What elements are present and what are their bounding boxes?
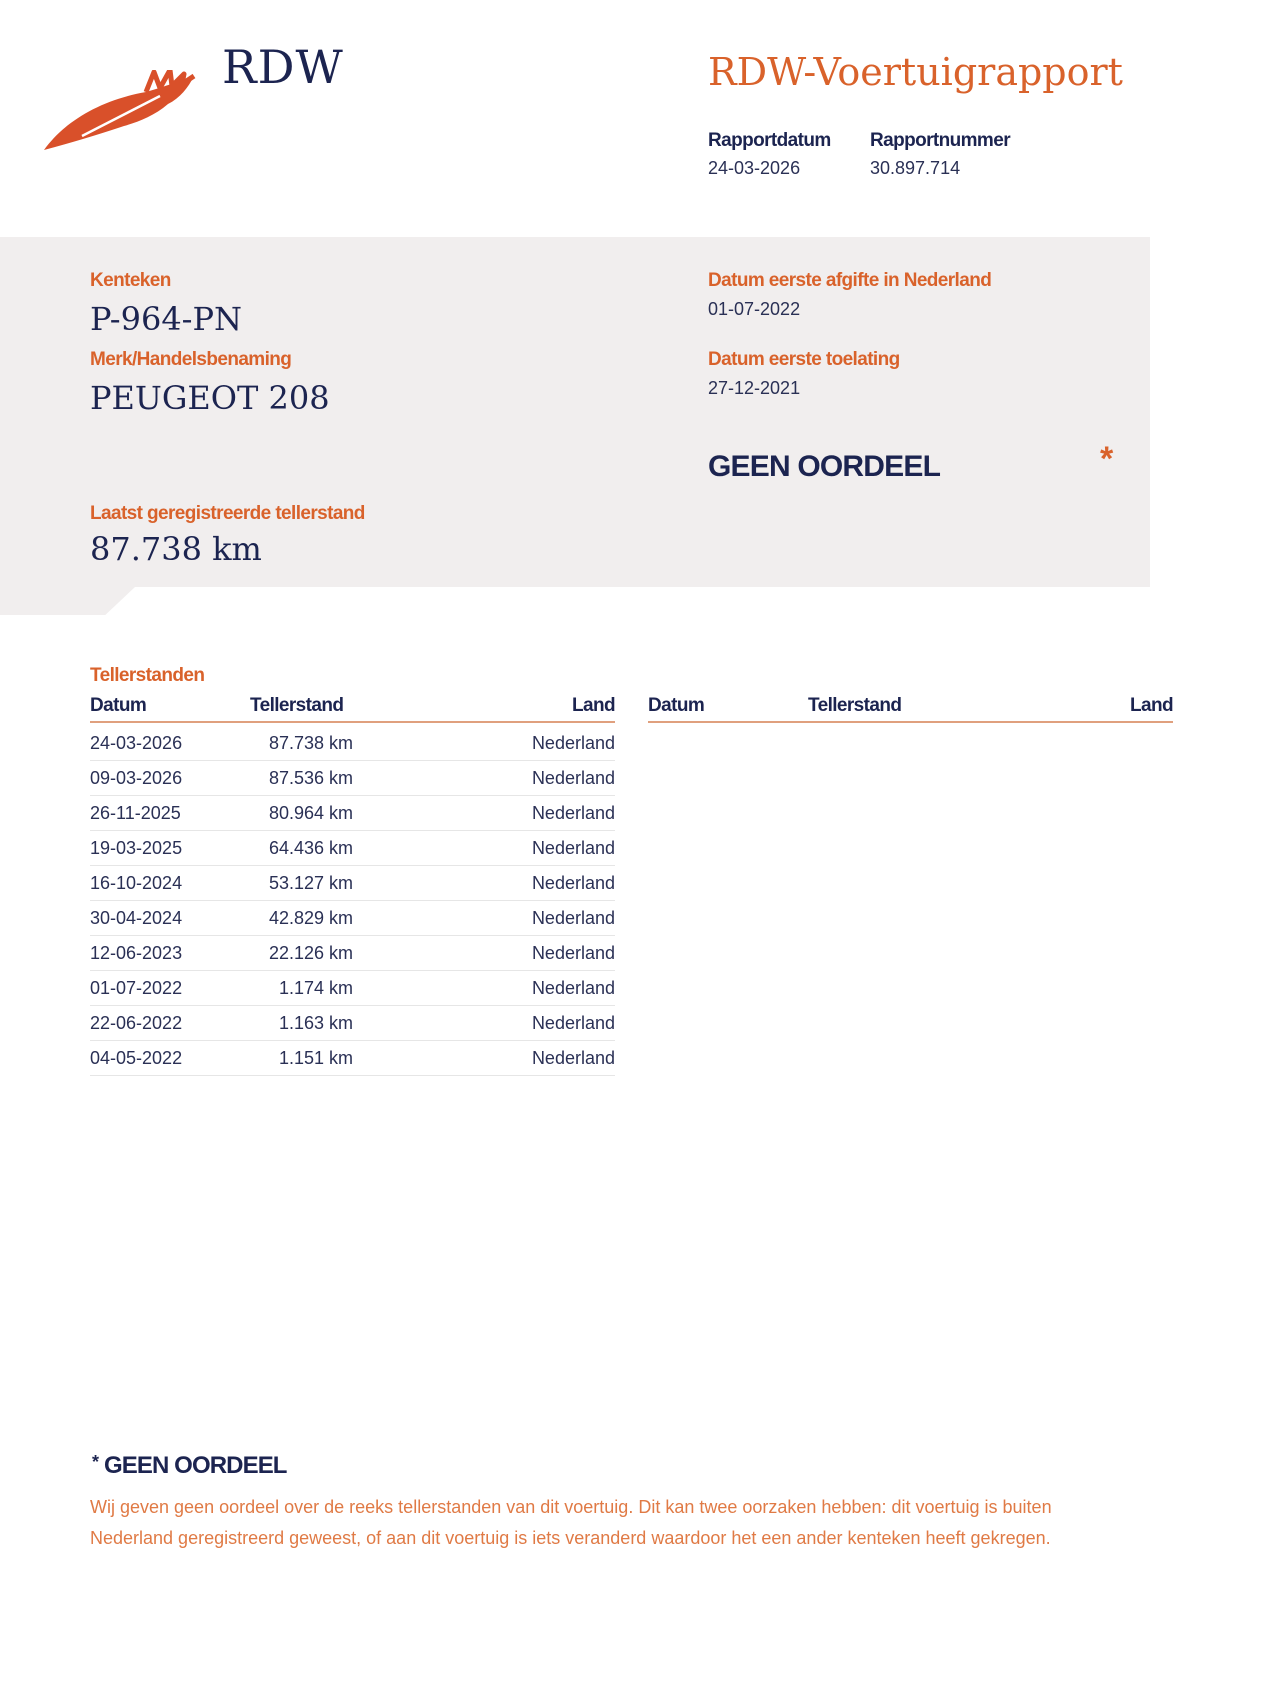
table-row xyxy=(90,761,615,796)
verdict-marker: * xyxy=(1100,440,1114,478)
table-header-left xyxy=(90,695,615,723)
cell-country: Nederland xyxy=(531,1013,615,1033)
odometer-label: Laatst geregistreerde tellerstand xyxy=(90,503,365,524)
column-header-odometer: Tellerstand xyxy=(250,695,344,716)
first-admission-value: 27-12-2021 xyxy=(708,378,801,398)
column-header-country: Land xyxy=(1130,695,1173,716)
table-row xyxy=(90,726,615,761)
cell-date: 26-11-2025 xyxy=(90,803,181,823)
cell-odometer: 1.174 km xyxy=(278,978,353,998)
cell-country: Nederland xyxy=(531,873,615,893)
table-row xyxy=(90,936,615,971)
first-registration-nl-label: Datum eerste afgifte in Nederland xyxy=(708,270,992,291)
report-date-value: 24-03-2026 xyxy=(708,158,801,178)
cell-country: Nederland xyxy=(531,803,615,823)
first-admission-label: Datum eerste toelating xyxy=(708,349,900,370)
rdw-feather-logo-icon xyxy=(42,70,202,155)
cell-odometer: 80.964 km xyxy=(268,803,353,823)
table-row xyxy=(90,971,615,1006)
readings-title: Tellerstanden xyxy=(90,665,205,686)
column-header-date: Datum xyxy=(90,695,147,716)
cell-odometer: 42.829 km xyxy=(268,908,353,928)
verdict: GEEN OORDEEL xyxy=(708,450,941,483)
plate-label: Kenteken xyxy=(90,270,171,291)
cell-date: 12-06-2023 xyxy=(90,943,183,963)
table-row xyxy=(90,796,615,831)
cell-date: 19-03-2025 xyxy=(90,838,183,858)
footnote-title: GEEN OORDEEL xyxy=(104,1452,287,1479)
cell-country: Nederland xyxy=(531,978,615,998)
report-date-label: Rapportdatum xyxy=(708,130,831,151)
odometer-value: 87.738 km xyxy=(90,530,262,568)
cell-country: Nederland xyxy=(531,838,615,858)
column-header-country: Land xyxy=(572,695,615,716)
plate-value: P-964-PN xyxy=(90,300,243,338)
column-header-odometer: Tellerstand xyxy=(808,695,902,716)
cell-country: Nederland xyxy=(531,733,615,753)
cell-country: Nederland xyxy=(531,943,615,963)
cell-odometer: 87.738 km xyxy=(268,733,353,753)
readings-table-body xyxy=(90,726,615,1076)
make-value: PEUGEOT 208 xyxy=(90,379,330,417)
table-row xyxy=(90,831,615,866)
cell-date: 16-10-2024 xyxy=(90,873,183,893)
summary-panel-tail xyxy=(0,587,135,615)
cell-date: 22-06-2022 xyxy=(90,1013,183,1033)
table-row xyxy=(90,901,615,936)
cell-date: 24-03-2026 xyxy=(90,733,183,753)
table-row xyxy=(90,1006,615,1041)
first-registration-nl-value: 01-07-2022 xyxy=(708,299,801,319)
cell-odometer: 64.436 km xyxy=(268,838,353,858)
cell-country: Nederland xyxy=(531,768,615,788)
footnote-marker: * xyxy=(92,1452,100,1472)
brand-name: RDW xyxy=(222,40,344,94)
cell-odometer: 1.163 km xyxy=(278,1013,353,1033)
column-header-date: Datum xyxy=(648,695,705,716)
report-number-value: 30.897.714 xyxy=(870,158,961,178)
cell-date: 04-05-2022 xyxy=(90,1048,183,1068)
report-title: RDW-Voertuigrapport xyxy=(708,50,1123,94)
cell-date: 09-03-2026 xyxy=(90,768,183,788)
table-header-right xyxy=(648,695,1173,723)
cell-odometer: 53.127 km xyxy=(268,873,353,893)
footnote-text: Wij geven geen oordeel over de reeks tellerstanden van dit voertuig. Dit kan twee oorzaken hebben: dit voertuig is buiten Nederland geregistreerd geweest, of aan dit voertuig is iets veranderd waardoor het een ander kenteken heeft gekregen. xyxy=(90,1497,1052,1548)
cell-odometer: 87.536 km xyxy=(268,768,353,788)
make-label: Merk/Handelsbenaming xyxy=(90,349,292,370)
cell-country: Nederland xyxy=(531,1048,615,1068)
report-number-label: Rapportnummer xyxy=(870,130,1010,151)
cell-odometer: 1.151 km xyxy=(278,1048,353,1068)
cell-date: 30-04-2024 xyxy=(90,908,183,928)
cell-date: 01-07-2022 xyxy=(90,978,183,998)
cell-odometer: 22.126 km xyxy=(268,943,353,963)
table-row xyxy=(90,1041,615,1076)
cell-country: Nederland xyxy=(531,908,615,928)
table-row xyxy=(90,866,615,901)
